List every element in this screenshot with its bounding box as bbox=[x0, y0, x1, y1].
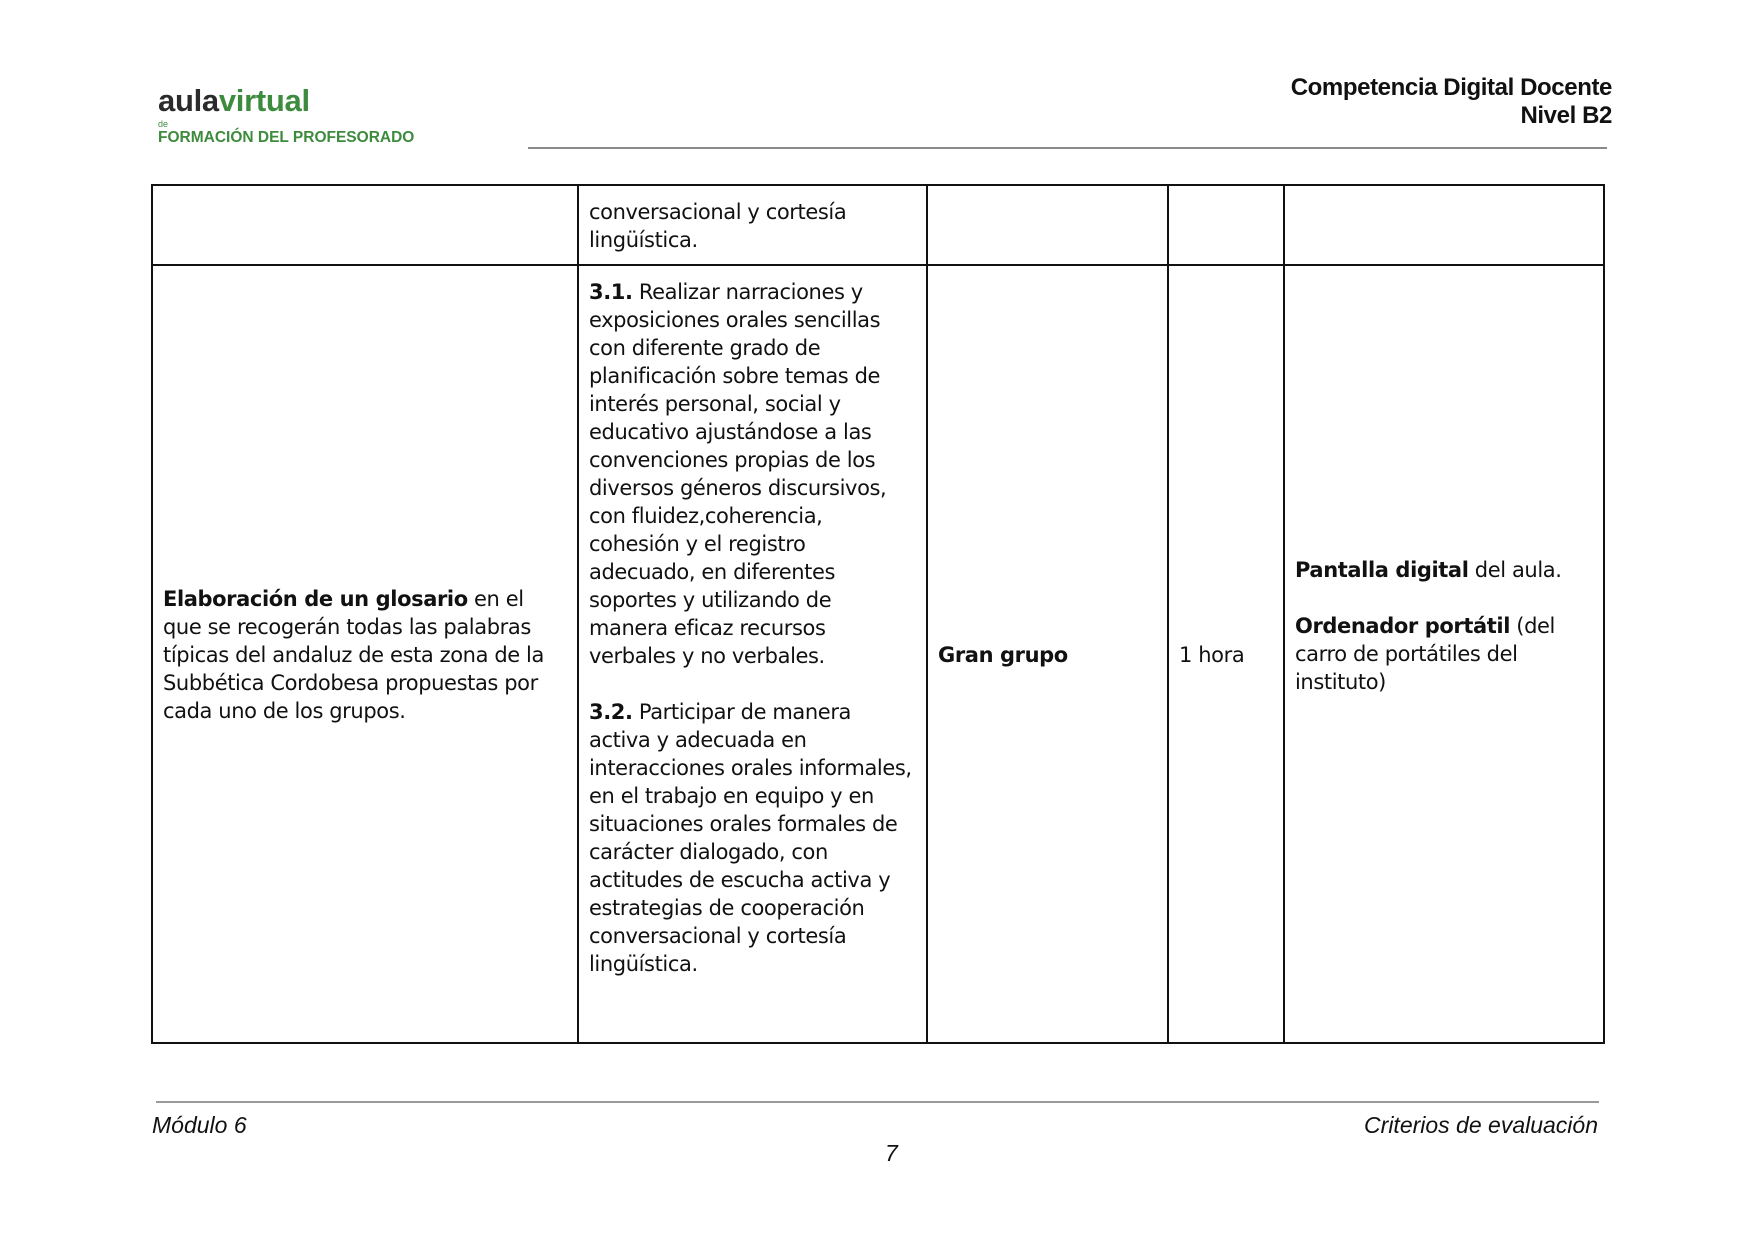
logo-de: de bbox=[158, 119, 169, 129]
activity-cell bbox=[152, 265, 578, 1043]
activity-text: en el que se recogerán todas las palabras típicas del andaluz de esta zona de la Subbética Cordobesa propuestas por cada uno de los grupos. bbox=[163, 587, 544, 723]
time-cell bbox=[1168, 185, 1284, 265]
grouping-cell bbox=[927, 265, 1168, 1043]
header-title-line2: Nivel B2 bbox=[1520, 102, 1612, 129]
aulavirtual-logo bbox=[158, 84, 414, 146]
resource-name: Pantalla digital bbox=[1295, 558, 1469, 582]
criteria-cell bbox=[578, 185, 927, 265]
criterion-text: conversacional y cortesía lingüística. bbox=[589, 200, 847, 252]
resources-cell bbox=[1284, 185, 1604, 265]
table-row bbox=[152, 265, 1604, 1043]
criterion-number: 3.1. bbox=[589, 280, 633, 304]
page-number: 7 bbox=[885, 1140, 898, 1166]
footer-module: Módulo 6 bbox=[152, 1112, 247, 1138]
activity-cell bbox=[152, 185, 578, 265]
time-cell bbox=[1168, 265, 1284, 1043]
footer-rule bbox=[156, 1101, 1599, 1103]
header-rule bbox=[528, 147, 1607, 149]
table-row bbox=[152, 185, 1604, 265]
logo-wordmark bbox=[158, 84, 414, 118]
resource-detail: del aula. bbox=[1468, 558, 1562, 582]
activity-bold: Elaboración de un glosario bbox=[163, 587, 468, 611]
resource-detail: (del carro de portátiles del instituto) bbox=[1295, 614, 1555, 694]
criterion-text: Realizar narraciones y exposiciones orales sencillas con diferente grado de planificación sobre temas de interés personal, social y educativo ajustándose a las convenciones propias de los diversos géneros discursivos, con fluidez,coherencia, cohesión y el registro adecuado, en diferentes soportes y utilizando de manera eficaz recursos verbales y no verbales. bbox=[589, 280, 887, 668]
logo-subtitle: FORMACIÓN DEL PROFESORADO bbox=[158, 129, 415, 146]
grouping-cell bbox=[927, 185, 1168, 265]
time-text: 1 hora bbox=[1179, 643, 1245, 667]
footer-section: Criterios de evaluación bbox=[1364, 1112, 1598, 1138]
logo-part-virtual: virtual bbox=[218, 83, 310, 118]
criterion-number: 3.2. bbox=[589, 700, 633, 724]
logo-part-aula: aula bbox=[158, 83, 219, 118]
grouping-text: Gran grupo bbox=[938, 643, 1068, 667]
resource-item bbox=[1295, 556, 1593, 584]
criterion-text: Participar de manera activa y adecuada en interacciones orales informales, en el trabajo en equipo y en situaciones orales formales de carácter dialogado, con actitudes de escucha activa y estrategias de cooperación conversacional y cortesía lingüística. bbox=[589, 700, 912, 976]
resource-item bbox=[1295, 612, 1593, 696]
activities-table bbox=[151, 184, 1605, 1044]
resource-name: Ordenador portátil bbox=[1295, 614, 1510, 638]
document-header-title bbox=[1291, 74, 1612, 130]
header-title-line1: Competencia Digital Docente bbox=[1290, 74, 1612, 101]
criteria-cell bbox=[578, 265, 927, 1043]
resources-cell bbox=[1284, 265, 1604, 1043]
